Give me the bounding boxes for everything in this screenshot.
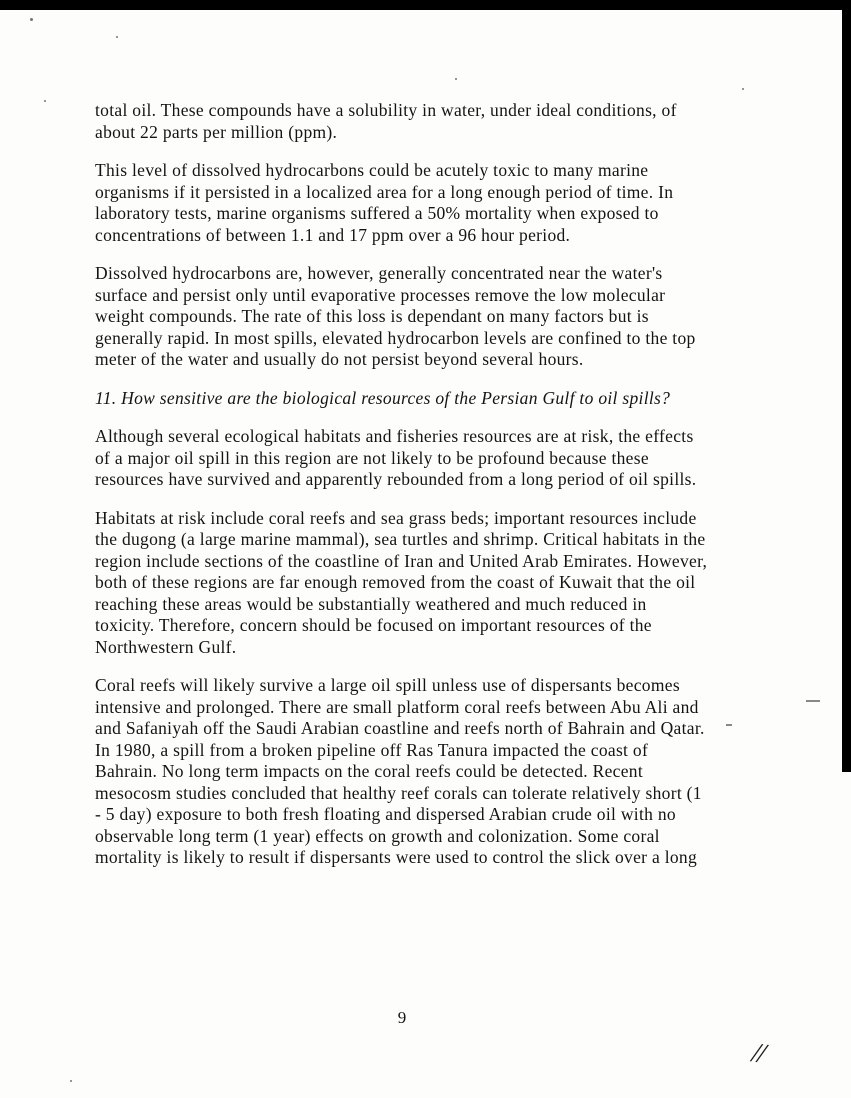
- paragraph-dissolved-toxicity: This level of dissolved hydrocarbons could be acutely toxic to many marine organisms if it persisted in a localized area for a long enough period of time. In laboratory tests, marine organisms suffered a 50% mortality when exposed to concentrations of between 1.1 and 17 ppm over a 96 hour period.: [95, 160, 674, 245]
- scan-artifact-top-edge: [0, 0, 851, 10]
- paragraph-habitats-overview: Although several ecological habitats and fisheries resources are at risk, the effects of a major oil spill in this region are not likely to be profound because these resources have survived and apparently rebounded from a long period of oil spills.: [95, 426, 697, 489]
- paragraph-coral-reefs: Coral reefs will likely survive a large oil spill unless use of dispersants becomes intensive and prolonged. There are small platform coral reefs between Abu Ali and and Safaniyah off the Saudi Arabian coastline and reefs north of Bahrain and Qatar. In 1980, a spill from a broken pipeline off Ras Tanura impacted the coast of Bahrain. No long term impacts on the coral reefs could be detected. Recent mesocosm studies concluded that healthy reef corals can tolerate relatively short (1 - 5 day) exposure to both fresh floating and dispersed Arabian crude oil with no observable long term (1 year) effects on growth and colonization. Some coral mortality is likely to result if dispersants were used to control the slick over a long: [95, 675, 705, 867]
- page-body: [95, 100, 709, 886]
- scan-speck: [455, 78, 457, 80]
- paragraph-hydrocarbon-persistence: Dissolved hydrocarbons are, however, generally concentrated near the water's surface and persist only until evaporative processes remove the low molecular weight compounds. The rate of this loss is dependant on many factors but is generally rapid. In most spills, elevated hydrocarbon levels are confined to the top meter of the water and usually do not persist beyond several hours.: [95, 263, 696, 369]
- handwritten-mark: //: [749, 1037, 766, 1070]
- scan-speck: [30, 18, 33, 21]
- scan-speck: [70, 1080, 72, 1082]
- paragraph-habitats-detail: Habitats at risk include coral reefs and sea grass beds; important resources include the dugong (a large marine mammal), sea turtles and shrimp. Critical habitats in the region include sections of the coastline of Iran and United Arab Emirates. However, both of these regions are far enough removed from the coast of Kuwait that the oil reaching these areas would be substantially weathered and much reduced in toxicity. Therefore, concern should be focused on important resources of the Northwestern Gulf.: [95, 507, 708, 657]
- scan-speck: [116, 36, 118, 38]
- scan-speck: [44, 100, 46, 102]
- page-number: 9: [397, 1008, 407, 1027]
- scan-speck: [742, 88, 744, 90]
- question-heading: 11. How sensitive are the biological resources of the Persian Gulf to oil spills?: [95, 387, 671, 408]
- scan-artifact-right-edge: [842, 0, 851, 772]
- scan-dash-mark: [806, 700, 820, 702]
- paragraph-oil-solubility: total oil. These compounds have a solubility in water, under ideal conditions, of about 22 parts per million (ppm).: [95, 100, 677, 142]
- scan-dash-mark: [726, 724, 732, 726]
